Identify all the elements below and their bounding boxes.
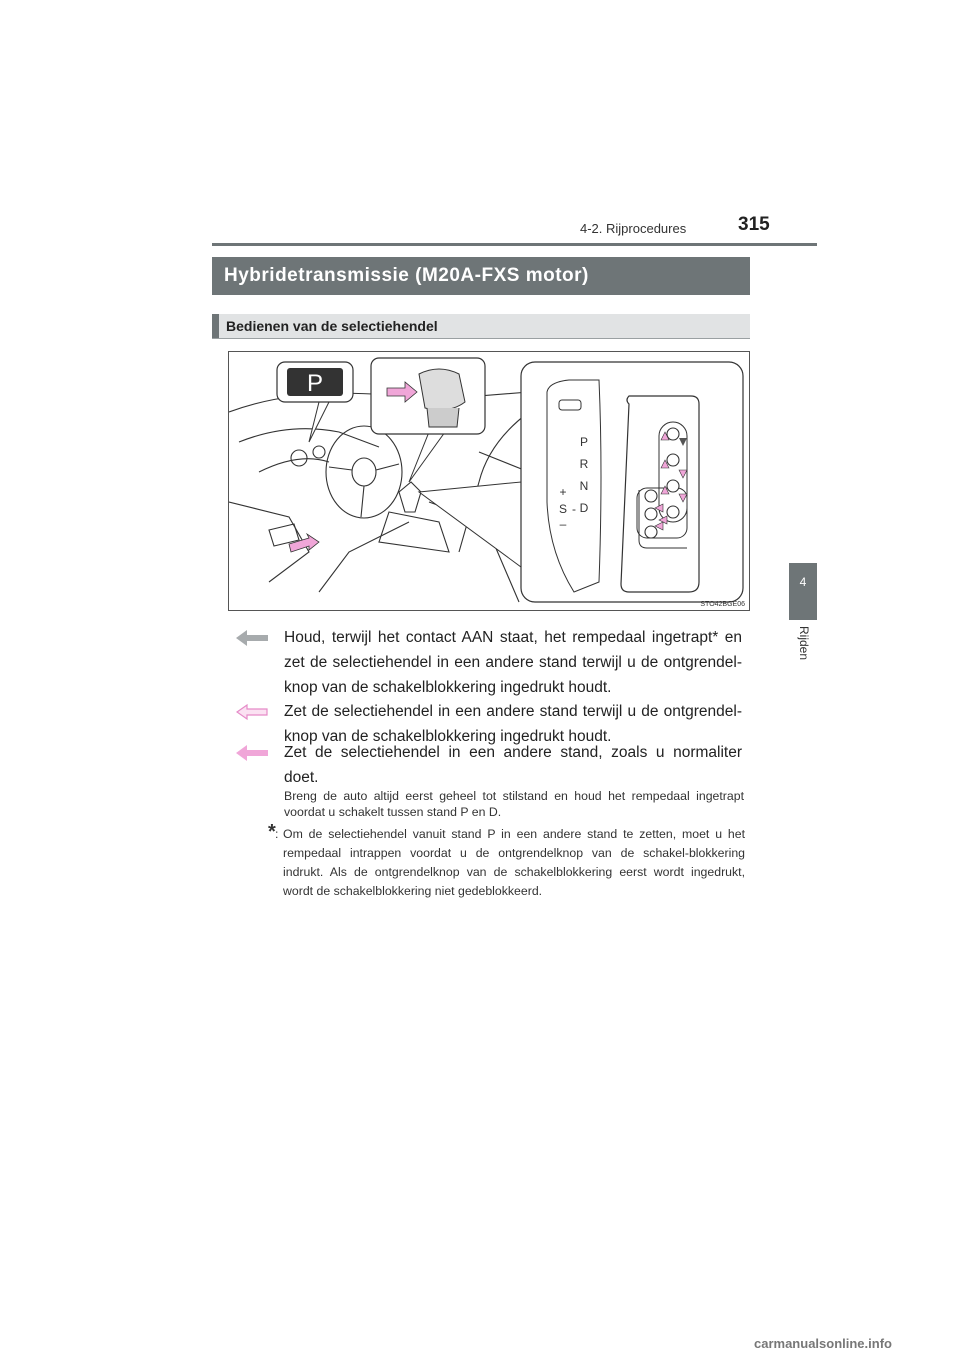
pedal-arrow-icon [289,534,319,552]
instruction-text-3: Zet de selectiehendel in een andere stand, zoals u normaliter doet. [284,744,742,786]
p-button-letter: P [306,370,324,397]
gate-label-r: R [579,457,589,471]
chapter-number: 4 [799,575,807,589]
instruction-text-1: Houd, terwijl het contact AAN staat, het rempedaal ingetrapt* en zet de selectiehendel in een andere stand terwijl u de ontgrendel-knop van de schakelblokkering ingedrukt houdt. [284,629,742,696]
subsection-bar [212,314,750,339]
instruction-text-2: Zet de selectiehendel in een andere stand terwijl u de ontgrendel-knop van de schakelblokkering ingedrukt houdt. [284,703,742,745]
subsection-marker [212,314,219,338]
manual-label-plus: + [559,485,567,499]
chapter-label: Rijden [797,626,811,661]
pink-outline-arrow-icon [236,703,268,721]
footnote-colon: : [275,827,279,841]
page-number: 315 [738,214,770,235]
manual-label-minus: – [559,517,567,531]
footnote-marker: * [268,821,276,843]
chapter-tab [789,563,817,620]
gate-label-n: N [579,479,589,493]
footnote-text: Om de selectiehendel vanuit stand P in een andere stand te zetten, moet u het rempedaal intrappen voordat u de ontgrendelknop van de schakel-blokkering indrukt. Als de ontgrendelknop van de schakelblokkering eerst wordt ingedrukt, wordt de schakelblokkering niet gedeblokkeerd. [283,827,745,898]
note-text: Breng de auto altijd eerst geheel tot stilstand en houd het rempedaal ingetrapt voordat u schakelt tussen stand P en D. [284,789,744,819]
subsection-title: Bedienen van de selectiehendel [226,318,438,334]
section-heading: 4-2. Rijprocedures [580,221,687,236]
watermark: carmanualsonline.info [754,1336,892,1351]
manual-label-s: S [558,502,568,516]
manual-dash: - [572,502,576,516]
header-rule [212,243,817,246]
gray-arrow-icon [236,629,268,647]
gate-label-d: D [579,501,589,515]
cabin-drawing [229,352,750,611]
gate-label-p: P [579,435,589,449]
illustration-code: STO42BGE06 [700,601,745,608]
shift-lever-illustration [228,351,750,611]
pink-arrow-icon [236,744,268,762]
page-title: Hybridetransmissie (M20A-FXS motor) [212,257,750,295]
